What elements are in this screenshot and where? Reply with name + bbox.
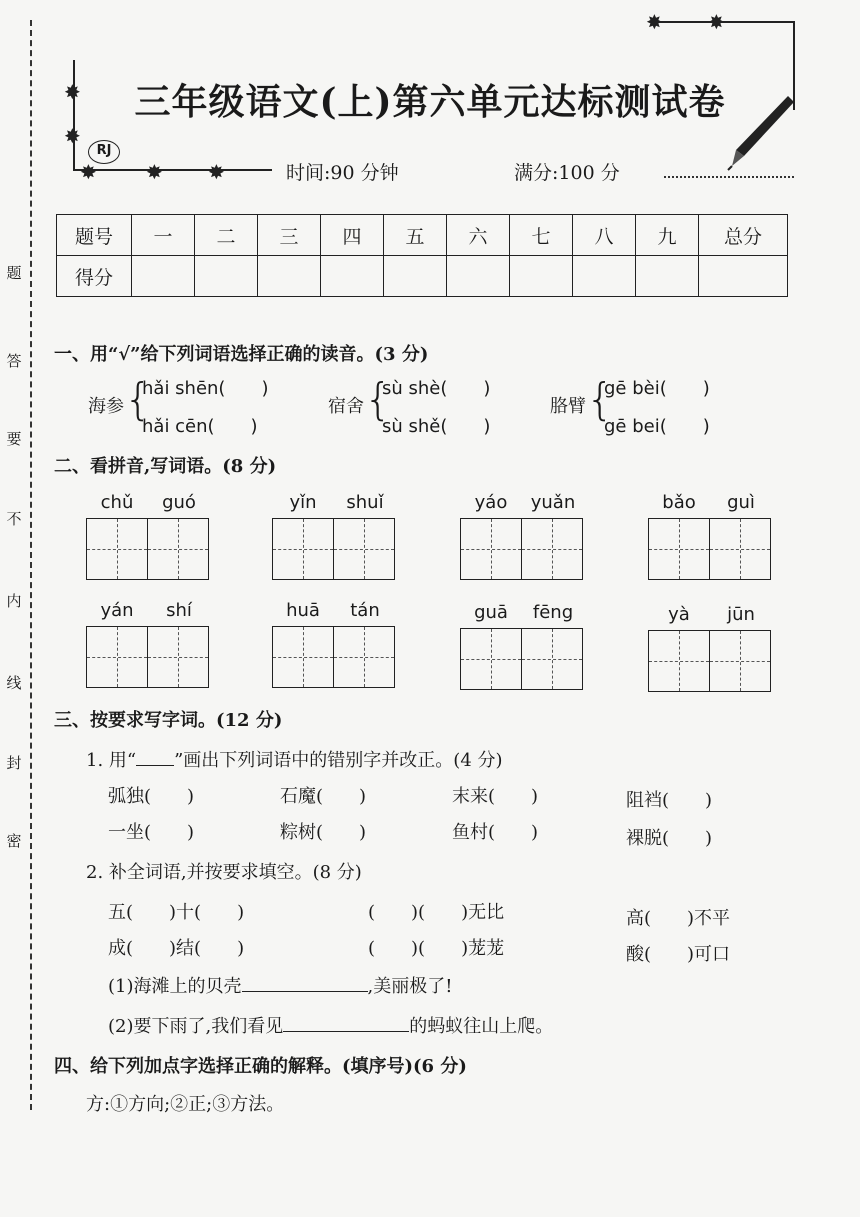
section-1-title: 一、用“√”给下列词语选择正确的读音。(3 分) [54,344,429,365]
table-cell: 七 [510,215,573,256]
writing-cell[interactable] [273,519,333,579]
typo-item[interactable]: 石魔( ) [280,786,367,807]
edition-badge: RJ [88,140,120,164]
pinyin: yà [668,604,690,625]
idiom-item[interactable]: 成( )结( ) [108,938,245,959]
table-cell: 二 [195,215,258,256]
word-sushe: 宿舍 [328,396,364,417]
question-text: 1. 用“ [86,750,137,771]
score-cell[interactable] [384,256,447,297]
fill-sentence-1 [108,972,452,998]
score-cell[interactable] [699,256,788,297]
fill-sentence-2 [108,1012,553,1038]
full-score: 满分:100 分 [514,162,620,184]
typo-item[interactable]: 阻裆( ) [626,790,713,811]
word-gebei: 胳臂 [550,396,586,417]
score-cell[interactable] [258,256,321,297]
idiom-item[interactable]: 酸( )可口 [626,944,731,965]
writing-cell[interactable] [333,519,394,579]
exam-time: 时间:90 分钟 [286,162,399,184]
pinyin: yuǎn [530,492,576,513]
sentence-text: ,美丽极了! [367,976,453,997]
pinyin: chǔ [100,492,134,513]
table-cell: 题号 [57,215,132,256]
binding-char: 内 [4,590,24,611]
binding-char: 题 [4,262,24,283]
table-cell: 一 [132,215,195,256]
star-icon: ✸ [146,160,163,184]
pinyin: huā [286,600,320,621]
pinyin: shuǐ [346,492,384,513]
writing-cell[interactable] [461,629,521,689]
writing-cell[interactable] [147,519,208,579]
binding-char: 密 [4,830,24,851]
writing-cell[interactable] [709,631,770,691]
binding-line [30,20,32,1110]
pinyin: shí [166,600,192,621]
idiom-item[interactable]: ( )( )无比 [368,902,505,923]
score-cell[interactable] [195,256,258,297]
pinyin: fēng [532,602,574,623]
writing-cell[interactable] [521,519,582,579]
writing-cell[interactable] [87,519,147,579]
brace: { [124,374,152,425]
star-icon: ✸ [708,10,725,34]
typo-item[interactable]: 弧独( ) [108,786,195,807]
brace: { [364,374,392,425]
writing-cell[interactable] [87,627,147,687]
table-cell: 九 [636,215,699,256]
pinyin: yán [100,600,134,621]
score-cell[interactable] [132,256,195,297]
pinyin-option[interactable]: sù shè( ) [382,378,491,399]
pinyin: guó [162,492,196,513]
idiom-item[interactable]: 高( )不平 [626,908,731,929]
table-row [57,256,788,297]
question-3-1 [86,746,503,772]
typo-item[interactable]: 鱼村( ) [452,822,539,843]
section-3-title: 三、按要求写字词。(12 分) [54,710,283,731]
star-icon: ✸ [80,160,97,184]
question-3-2: 2. 补全词语,并按要求填空。(8 分) [86,862,362,883]
typo-item[interactable]: 粽树( ) [280,822,367,843]
writing-cell[interactable] [649,631,709,691]
table-row [57,215,788,256]
pinyin: guì [727,492,755,513]
word-haishen: 海参 [88,396,124,417]
section-4-title: 四、给下列加点字选择正确的解释。(填序号)(6 分) [54,1056,467,1077]
binding-char: 封 [4,752,24,773]
score-cell[interactable] [573,256,636,297]
idiom-item[interactable]: ( )( )茏茏 [368,938,505,959]
star-icon: ✸ [646,10,663,34]
definition-line: 方:①方向;②正;③方法。 [86,1094,285,1115]
table-cell: 总分 [699,215,788,256]
binding-char: 不 [4,508,24,529]
sentence-text: (1)海滩上的贝壳 [108,976,242,997]
idiom-item[interactable]: 五( )十( ) [108,902,245,923]
sentence-text: 的蚂蚁往山上爬。 [409,1016,554,1037]
star-icon: ✸ [64,80,81,104]
writing-cell[interactable] [709,519,770,579]
pinyin: guā [474,602,508,623]
typo-item[interactable]: 一坐( ) [108,822,195,843]
pinyin-option[interactable]: hǎi cēn( ) [142,416,258,437]
writing-cell[interactable] [333,627,394,687]
brace: { [586,374,614,425]
writing-cell[interactable] [461,519,521,579]
writing-cell[interactable] [273,627,333,687]
answer-blank[interactable] [283,1031,409,1032]
binding-char: 答 [4,350,24,371]
page-title: 三年级语文(上)第六单元达标测试卷 [134,81,726,123]
pinyin: jūn [727,604,755,625]
score-cell[interactable] [447,256,510,297]
score-cell[interactable] [510,256,573,297]
binding-char: 要 [4,428,24,449]
score-table [56,214,788,297]
pinyin-option[interactable]: gē bei( ) [604,416,710,437]
name-blank[interactable] [664,176,794,178]
sentence-text: (2)要下雨了,我们看见 [108,1016,284,1037]
star-icon: ✸ [64,124,81,148]
typo-item[interactable]: 末来( ) [452,786,539,807]
table-cell: 八 [573,215,636,256]
section-2-title: 二、看拼音,写词语。(8 分) [54,456,277,477]
table-cell: 五 [384,215,447,256]
pinyin-option[interactable]: hǎi shēn( ) [142,378,269,399]
table-cell: 四 [321,215,384,256]
pinyin-option[interactable]: gē bèi( ) [604,378,710,399]
pinyin-option[interactable]: sù shě( ) [382,416,491,437]
star-icon: ✸ [208,160,225,184]
pinyin: yǐn [289,492,317,513]
writing-cell[interactable] [147,627,208,687]
underline-sample [136,765,174,766]
answer-blank[interactable] [242,991,368,992]
pinyin: yáo [474,492,508,513]
table-cell: 六 [447,215,510,256]
table-cell: 得分 [57,256,132,297]
question-text: ”画出下列词语中的错别字并改正。(4 分) [174,750,503,771]
typo-item[interactable]: 裸脱( ) [626,828,713,849]
writing-cell[interactable] [649,519,709,579]
pinyin: bǎo [662,492,696,513]
writing-cell[interactable] [521,629,582,689]
table-cell: 三 [258,215,321,256]
score-cell[interactable] [636,256,699,297]
binding-char: 线 [4,672,24,693]
pinyin: tán [350,600,380,621]
score-cell[interactable] [321,256,384,297]
